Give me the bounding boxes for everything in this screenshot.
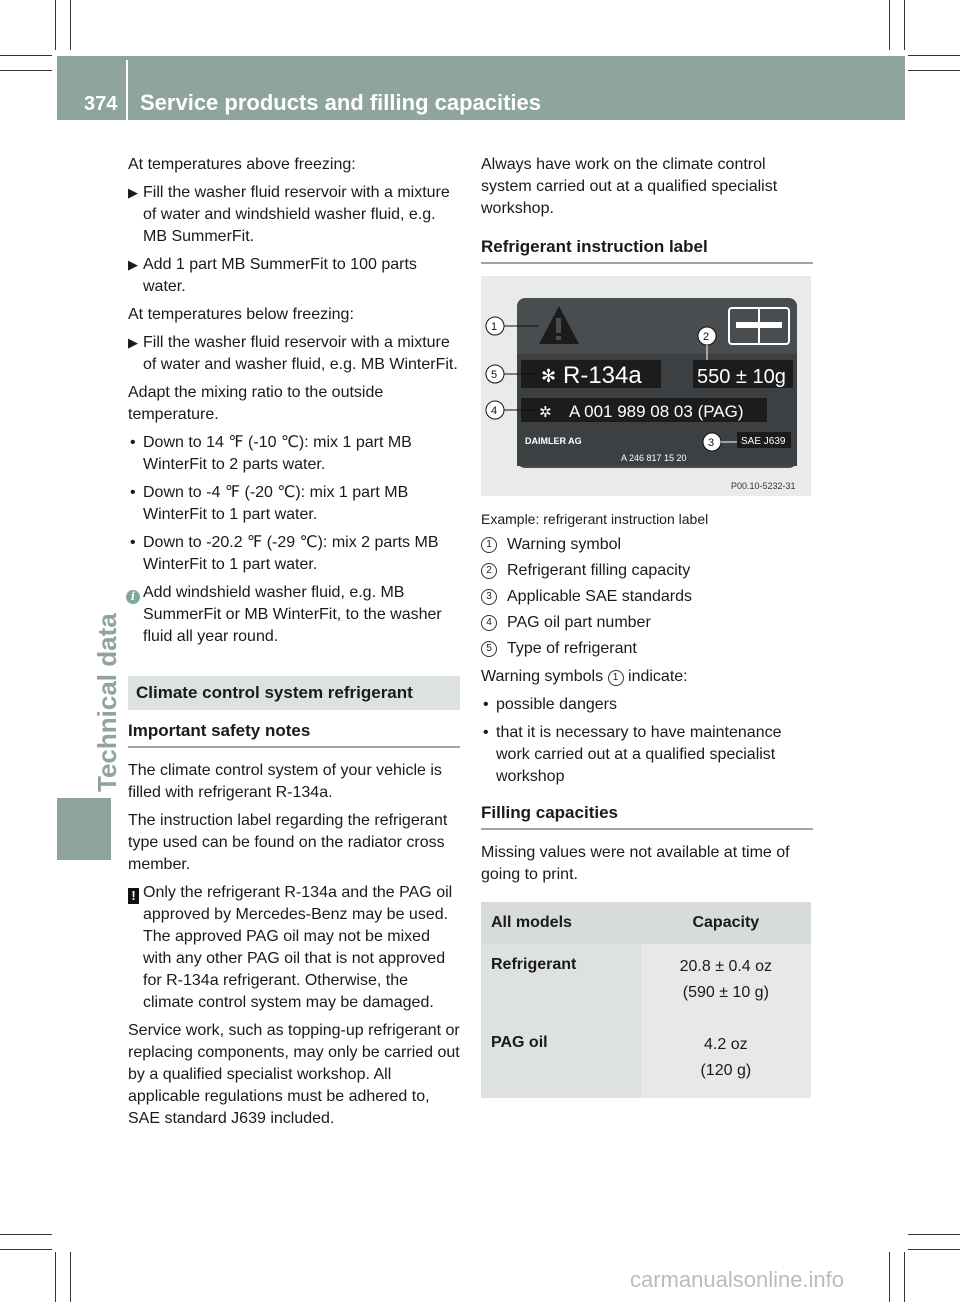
- label-part-number: A 001 989 08 03 (PAG): [569, 402, 744, 421]
- step-item: ▶ Fill the washer fluid reservoir with a mixture of water and washer fluid, e.g. MB WinterFit.: [128, 334, 458, 373]
- bullet-item: • Down to 14 ℉ (‑10 ℃): mix 1 part MB WinterFit to 2 parts water.: [130, 434, 412, 473]
- label-sae: SAE J639: [741, 436, 786, 447]
- arrow-icon: ▶: [128, 335, 138, 350]
- paragraph: At temperatures above freezing:: [128, 156, 356, 173]
- table-header-row: [481, 902, 811, 944]
- crop-mark: [908, 1249, 960, 1250]
- bullet-icon: •: [130, 434, 136, 451]
- header-separator: [126, 60, 128, 120]
- bullet-icon: •: [483, 696, 489, 713]
- crop-mark: [0, 70, 52, 71]
- number-circle: 3: [481, 589, 497, 605]
- label-number: A 246 817 15 20: [621, 453, 687, 463]
- callout-4: 4: [491, 405, 498, 417]
- sub-heading: Refrigerant instruction label: [481, 236, 813, 264]
- sub-heading: Important safety notes: [128, 720, 460, 748]
- oil-can-icon: ✲: [539, 403, 552, 421]
- crop-mark: [904, 0, 905, 50]
- number-circle: 1: [481, 537, 497, 553]
- paragraph: Adapt the mixing ratio to the outside temperature.: [128, 384, 384, 423]
- bullet-icon: •: [483, 724, 489, 741]
- table-cell: PAG oil: [481, 1016, 641, 1098]
- bullet-item: • possible dangers: [481, 694, 813, 716]
- number-circle: 4: [481, 615, 497, 631]
- warning-icon: !: [128, 888, 139, 904]
- capacities-table: [481, 902, 811, 1098]
- side-tab-label: Technical data: [92, 613, 122, 792]
- label-ref: P00.10-5232-31: [731, 481, 796, 491]
- callout-5: 5: [491, 369, 498, 381]
- sub-heading: Filling capacities: [481, 802, 813, 830]
- crop-mark: [0, 55, 52, 56]
- warning-note: ! Only the refrigerant R-134a and the PAG oil approved by Mercedes-Benz may be used. The approved PAG oil may not be mixed with any other PAG oil that is not approved for R-134a refrigerant. Otherwise, the climate control system may be damaged.: [128, 882, 460, 1014]
- side-tab-block: [57, 798, 111, 860]
- table-header: Capacity: [641, 902, 811, 944]
- table-cell: 4.2 oz (120 g): [641, 1016, 811, 1098]
- crop-mark: [70, 0, 71, 50]
- step-item: ▶ Add 1 part MB SummerFit to 100 parts water.: [128, 256, 417, 295]
- figure-caption: Example: refrigerant instruction label: [481, 511, 709, 527]
- paragraph: The instruction label regarding the refrigerant type used can be found on the radiator cross member.: [128, 812, 448, 873]
- paragraph: Missing values were not available at time of going to print.: [481, 844, 790, 883]
- watermark: carmanualsonline.info: [630, 1267, 845, 1292]
- crop-mark: [908, 1234, 960, 1235]
- table-header: All models: [481, 902, 641, 944]
- label-capacity: 550 ± 10g: [697, 366, 786, 388]
- callout-2: 2: [703, 331, 710, 343]
- crop-mark: [0, 1249, 52, 1250]
- table-row: [481, 1016, 811, 1098]
- left-column: [128, 154, 460, 1136]
- legend-item: 3 Applicable SAE standards: [481, 586, 813, 608]
- bullet-item: • Down to ‑4 ℉ (‑20 ℃): mix 1 part MB WinterFit to 1 part water.: [130, 484, 409, 523]
- table-row: [481, 944, 811, 1016]
- arrow-icon: ▶: [128, 257, 138, 272]
- legend-item: 2 Refrigerant filling capacity: [481, 560, 813, 582]
- table-cell: 20.8 ± 0.4 oz (590 ± 10 g): [641, 944, 811, 1016]
- step-item: ▶ Fill the washer fluid reservoir with a mixture of water and windshield washer fluid, e.g. MB SummerFit.: [128, 184, 450, 245]
- page-number: 374: [84, 93, 118, 115]
- crop-mark: [889, 1252, 890, 1302]
- crop-mark: [55, 1252, 56, 1302]
- paragraph: The climate control system of your vehicle is filled with refrigerant R-134a.: [128, 762, 442, 801]
- callout-3: 3: [708, 437, 715, 449]
- bullet-icon: •: [130, 484, 136, 501]
- bullet-item: • Down to ‑20.2 ℉ (‑29 ℃): mix 2 parts MB WinterFit to 1 part water.: [130, 534, 439, 573]
- number-circle: 2: [481, 563, 497, 579]
- paragraph: Warning symbols 1 indicate:: [481, 668, 688, 685]
- section-heading: Climate control system refrigerant: [128, 676, 460, 710]
- info-note: i Add windshield washer fluid, e.g. MB SummerFit or MB WinterFit, to the washer fluid all year round.: [128, 582, 460, 648]
- arrow-icon: ▶: [128, 185, 138, 200]
- crop-mark: [908, 55, 960, 56]
- bullet-item: • that it is necessary to have maintenance work carried out at a qualified specialist workshop: [483, 724, 782, 785]
- crop-mark: [904, 1252, 905, 1302]
- legend-item: 1 Warning symbol: [481, 534, 813, 556]
- crop-mark: [70, 1252, 71, 1302]
- crop-mark: [889, 0, 890, 50]
- info-icon: i: [126, 590, 140, 604]
- callout-1: 1: [491, 321, 498, 333]
- legend-item: 5 Type of refrigerant: [481, 638, 813, 660]
- paragraph: Service work, such as topping-up refrigerant or replacing components, may only be carried out by a qualified specialist workshop. All applicable regulations must be adhered to, SAE standard J639 included.: [128, 1022, 460, 1127]
- legend-item: 4 PAG oil part number: [481, 612, 813, 634]
- paragraph: Always have work on the climate control system carried out at a qualified specialist workshop.: [481, 156, 778, 217]
- label-maker: DAIMLER AG: [525, 436, 582, 446]
- bullet-icon: •: [130, 534, 136, 551]
- refrigerant-label-image: [481, 276, 811, 496]
- snowflake-icon: ✻: [541, 366, 557, 387]
- paragraph: At temperatures below freezing:: [128, 306, 354, 323]
- page-title: Service products and filling capacities: [140, 90, 542, 115]
- right-column: [481, 154, 813, 1098]
- label-illustration: [481, 276, 811, 496]
- number-circle: 5: [481, 641, 497, 657]
- crop-mark: [908, 70, 960, 71]
- number-circle: 1: [608, 670, 624, 686]
- crop-mark: [0, 1234, 52, 1235]
- table-cell: Refrigerant: [481, 944, 641, 1016]
- label-refrigerant: R-134a: [563, 362, 642, 389]
- crop-mark: [55, 0, 56, 50]
